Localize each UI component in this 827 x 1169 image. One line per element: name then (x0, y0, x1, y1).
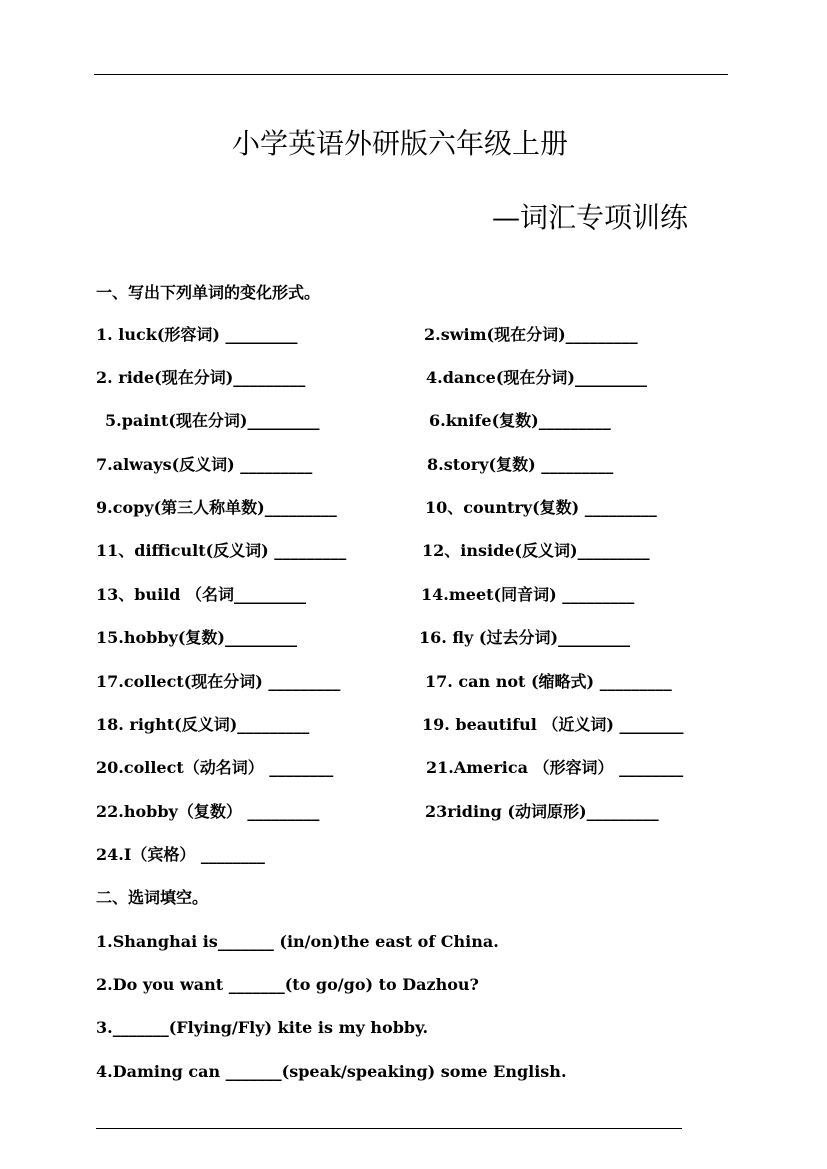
exercise-item: 2.Do you want _______(to go/go) to Dazhou? (96, 975, 479, 994)
exercise-item: 1. luck(形容词) _________ (96, 325, 298, 344)
exercise-item: 11、difficult(反义词) _________ (96, 541, 347, 560)
exercise-item: 16. fly (过去分词)_________ (419, 628, 631, 647)
section1-heading: 一、写出下列单词的变化形式。 (96, 283, 321, 302)
exercise-item: 12、inside(反义词)_________ (422, 541, 650, 560)
exercise-item: 17.collect(现在分词) _________ (96, 672, 341, 691)
exercise-item: 22.hobby（复数） _________ (96, 802, 320, 821)
exercise-item: 2.swim(现在分词)_________ (424, 325, 638, 344)
exercise-item: 5.paint(现在分词)_________ (105, 411, 320, 430)
exercise-item: 14.meet(同音词) _________ (421, 585, 635, 604)
exercise-item: 20.collect（动名词） ________ (96, 758, 334, 777)
exercise-item: 2. ride(现在分词)_________ (96, 368, 306, 387)
exercise-item: 17. can not (缩略式) _________ (425, 672, 672, 691)
exercise-item: 4.Daming can _______(speak/speaking) some English. (96, 1062, 567, 1081)
exercise-item: 19. beautiful （近义词) ________ (422, 715, 684, 734)
section2-heading: 二、选词填空。 (96, 888, 209, 907)
exercise-item: 13、build （名词_________ (96, 585, 307, 604)
exercise-item: 15.hobby(复数)_________ (96, 628, 297, 647)
top-rule (94, 74, 728, 75)
exercise-item: 6.knife(复数)_________ (429, 411, 611, 430)
bottom-rule (96, 1128, 682, 1129)
document-title: 小学英语外研版六年级上册 (232, 127, 569, 160)
exercise-item: 3._______(Flying/Fly) kite is my hobby. (96, 1018, 429, 1037)
exercise-item: 24.I（宾格） ________ (96, 845, 265, 864)
exercise-item: 23riding (动词原形)_________ (425, 802, 659, 821)
exercise-item: 8.story(复数) _________ (427, 455, 614, 474)
exercise-item: 7.always(反义词) _________ (96, 455, 313, 474)
exercise-item: 1.Shanghai is_______ (in/on)the east of China. (96, 932, 499, 951)
exercise-item: 9.copy(第三人称单数)_________ (96, 498, 337, 517)
exercise-item: 10、country(复数) _________ (425, 498, 657, 517)
exercise-item: 21.America （形容词） ________ (426, 758, 684, 777)
exercise-item: 18. right(反义词)_________ (96, 715, 310, 734)
exercise-item: 4.dance(现在分词)_________ (426, 368, 647, 387)
document-subtitle: —词汇专项训练 (492, 201, 689, 234)
